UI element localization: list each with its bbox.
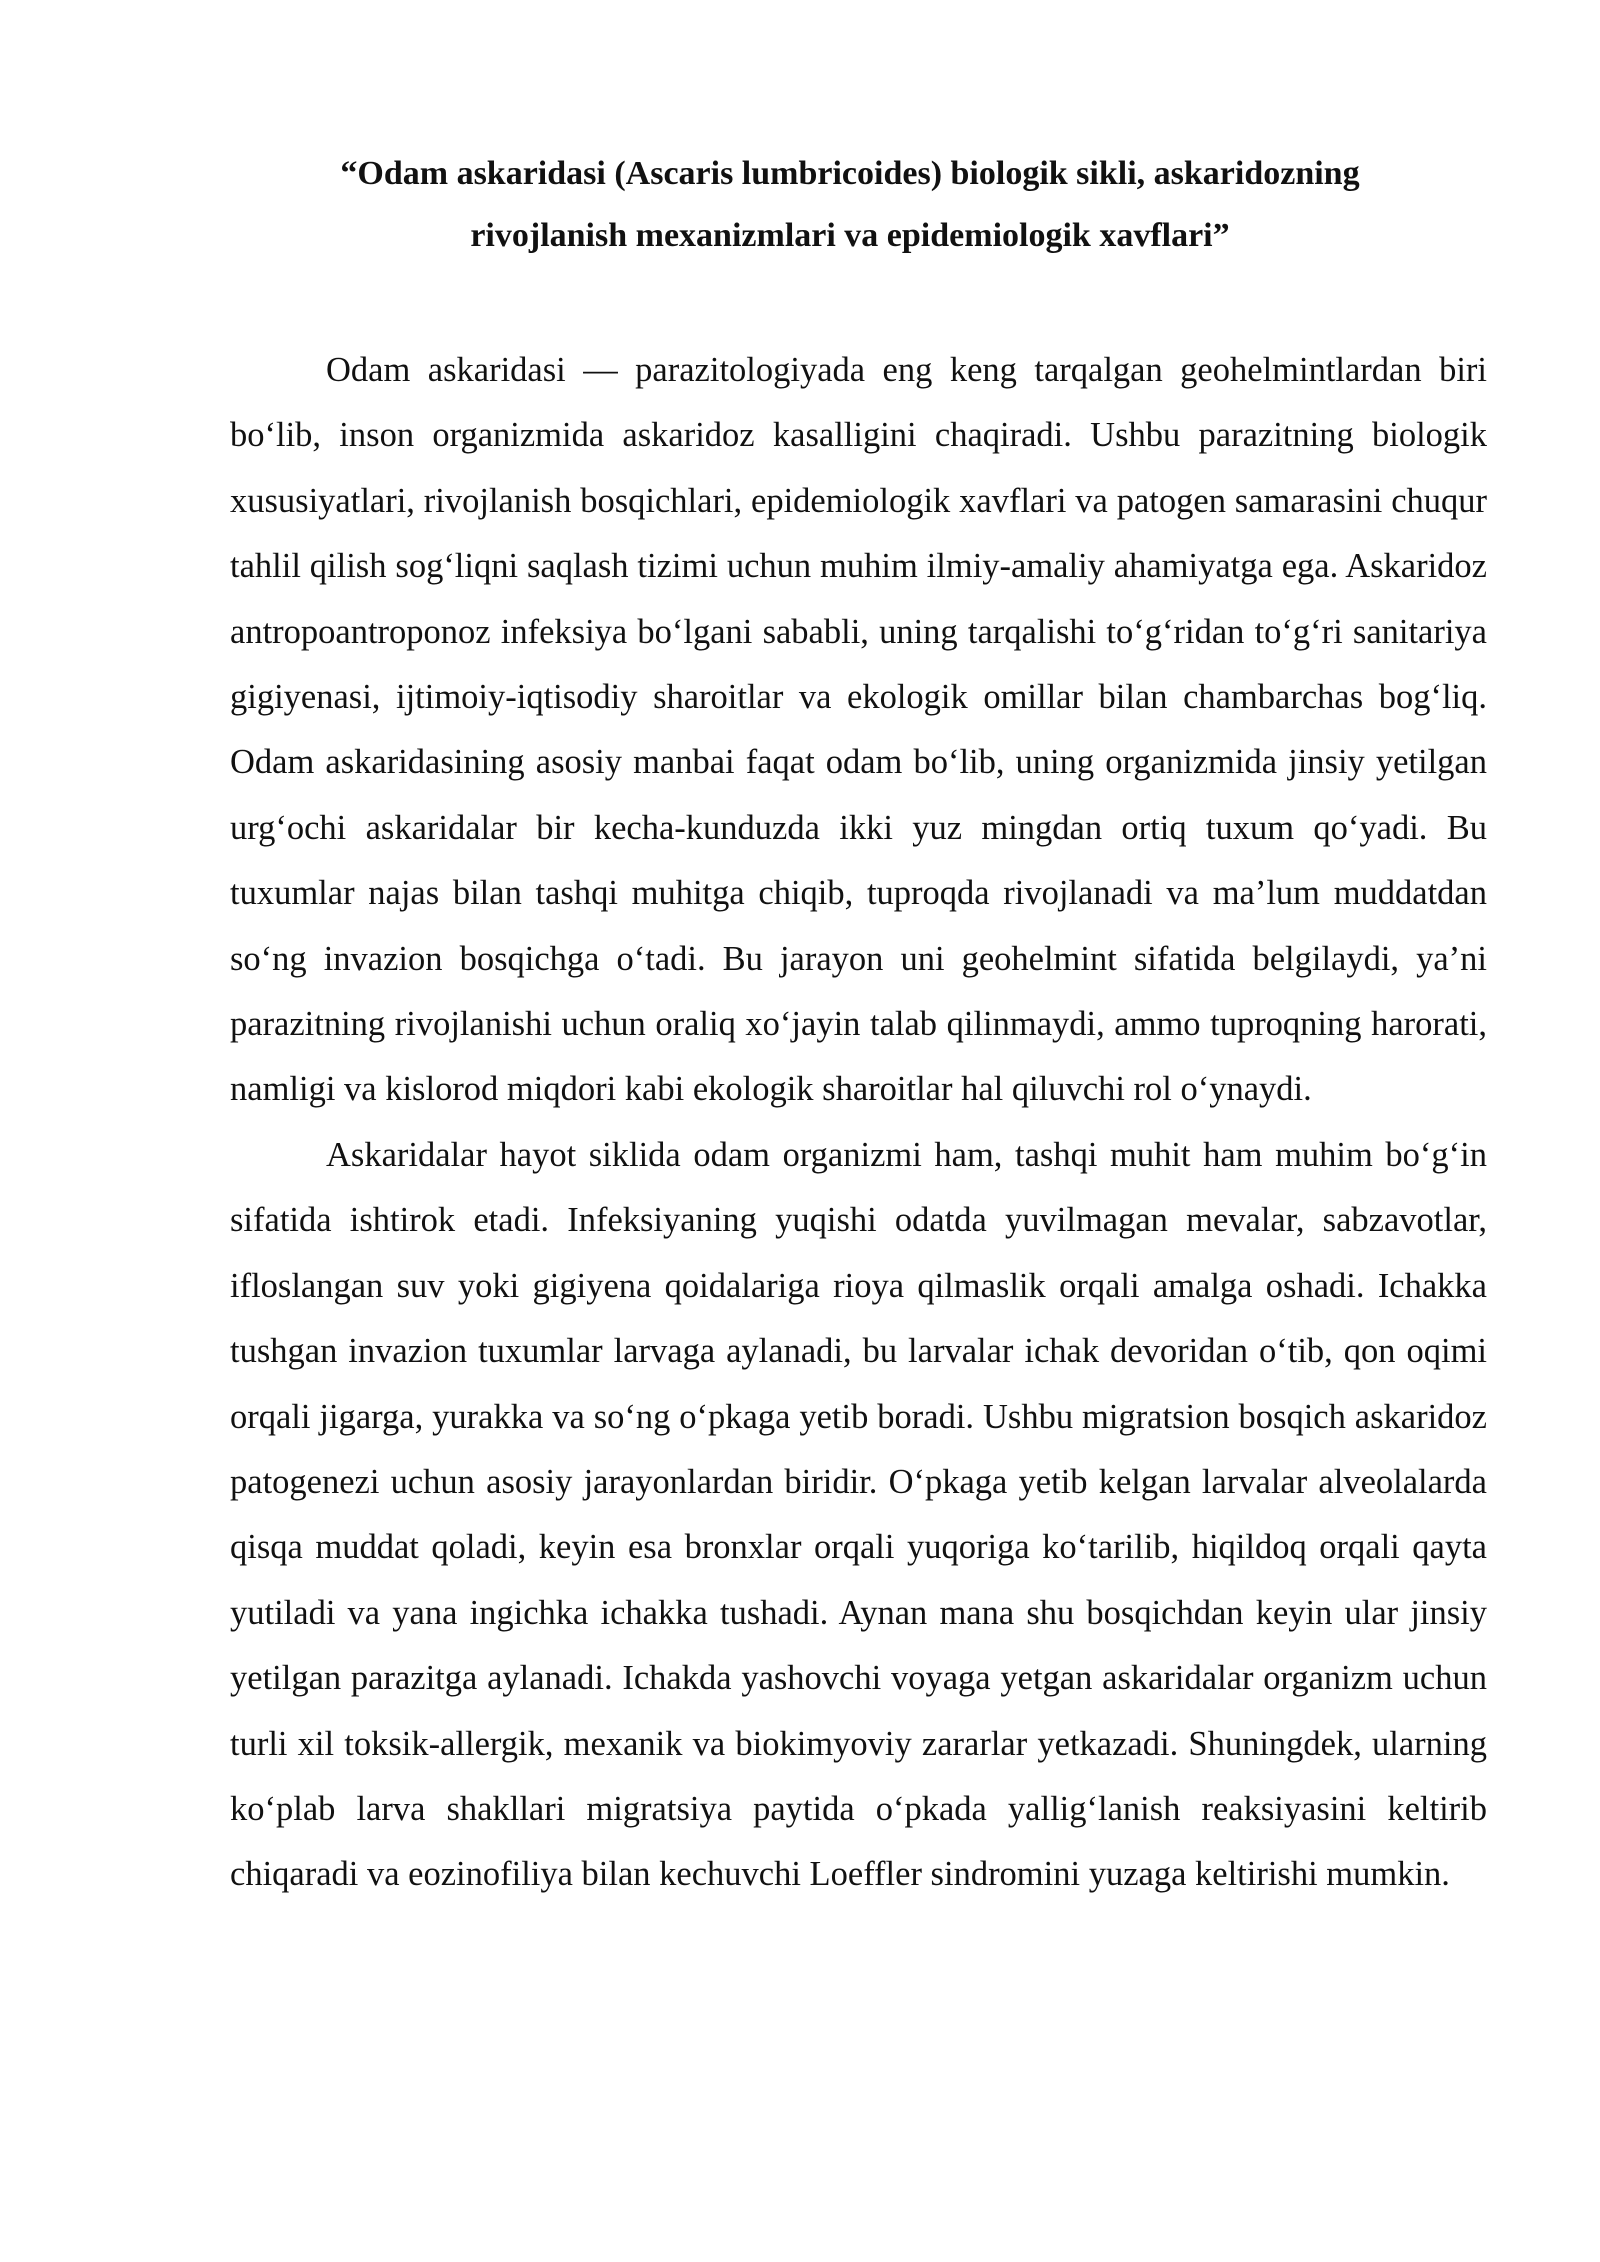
title-line-2: rivojlanish mexanizmlari va epidemiologik xavflari” <box>470 217 1230 254</box>
title-line-1: “Odam askaridasi (Ascaris lumbricoides) biologik sikli, askaridozning <box>340 155 1360 192</box>
paragraph-1: Odam askaridasi — parazitologiyada eng keng tarqalgan geohelmintlardan biri bo‘lib, inson organizmida askaridoz kasalligini chaqiradi. Ushbu parazitning biologik xususiyatlari, rivojlanish bosqichlari, epidemiologik xavflari va patogen samarasini chuqur tahlil qilish sog‘liqni saqlash tizimi uchun muhim ilmiy-amaliy ahamiyatga ega. Askaridoz antropoantroponoz infeksiya bo‘lgani sababli, uning tarqalishi to‘g‘ridan to‘g‘ri sanitariya gigiyenasi, ijtimoiy-iqtisodiy sharoitlar va ekologik omillar bilan chambarchas bog‘liq. Odam askaridasining asosiy manbai faqat odam bo‘lib, uning organizmida jinsiy yetilgan urg‘ochi askaridalar bir kecha-kunduzda ikki yuz mingdan ortiq tuxum qo‘yadi. Bu tuxumlar najas bilan tashqi muhitga chiqib, tuproqda rivojlanadi va ma’lum muddatdan so‘ng invazion bosqichga o‘tadi. Bu jarayon uni geohelmint sifatida belgilaydi, ya’ni parazitning rivojlanishi uchun oraliq xo‘jayin talab qilinmaydi, ammo tuproqning harorati, namligi va kislorod miqdori kabi ekologik sharoitlar hal qiluvchi rol o‘ynaydi. <box>230 351 1487 1109</box>
document-body <box>230 338 1487 1908</box>
document-title <box>230 143 1470 267</box>
paragraph-2: Askaridalar hayot siklida odam organizmi ham, tashqi muhit ham muhim bo‘g‘in sifatida ishtirok etadi. Infeksiyaning yuqishi odatda yuvilmagan mevalar, sabzavotlar, ifloslangan suv yoki gigiyena qoidalariga rioya qilmaslik orqali amalga oshadi. Ichakka tushgan invazion tuxumlar larvaga aylanadi, bu larvalar ichak devoridan o‘tib, qon oqimi orqali jigarga, yurakka va so‘ng o‘pkaga yetib boradi. Ushbu migratsion bosqich askaridoz patogenezi uchun asosiy jarayonlardan biridir. O‘pkaga yetib kelgan larvalar alveolalarda qisqa muddat qoladi, keyin esa bronxlar orqali yuqoriga ko‘tarilib, hiqildoq orqali qayta yutiladi va yana ingichka ichakka tushadi. Aynan mana shu bosqichdan keyin ular jinsiy yetilgan parazitga aylanadi. Ichakda yashovchi voyaga yetgan askaridalar organizm uchun turli xil toksik-allergik, mexanik va biokimyoviy zararlar yetkazadi. Shuningdek, ularning ko‘plab larva shakllari migratsiya paytida o‘pkada yallig‘lanish reaksiyasini keltirib chiqaradi va eozinofiliya bilan kechuvchi Loeffler sindromini yuzaga keltirishi mumkin. <box>230 1135 1487 1894</box>
